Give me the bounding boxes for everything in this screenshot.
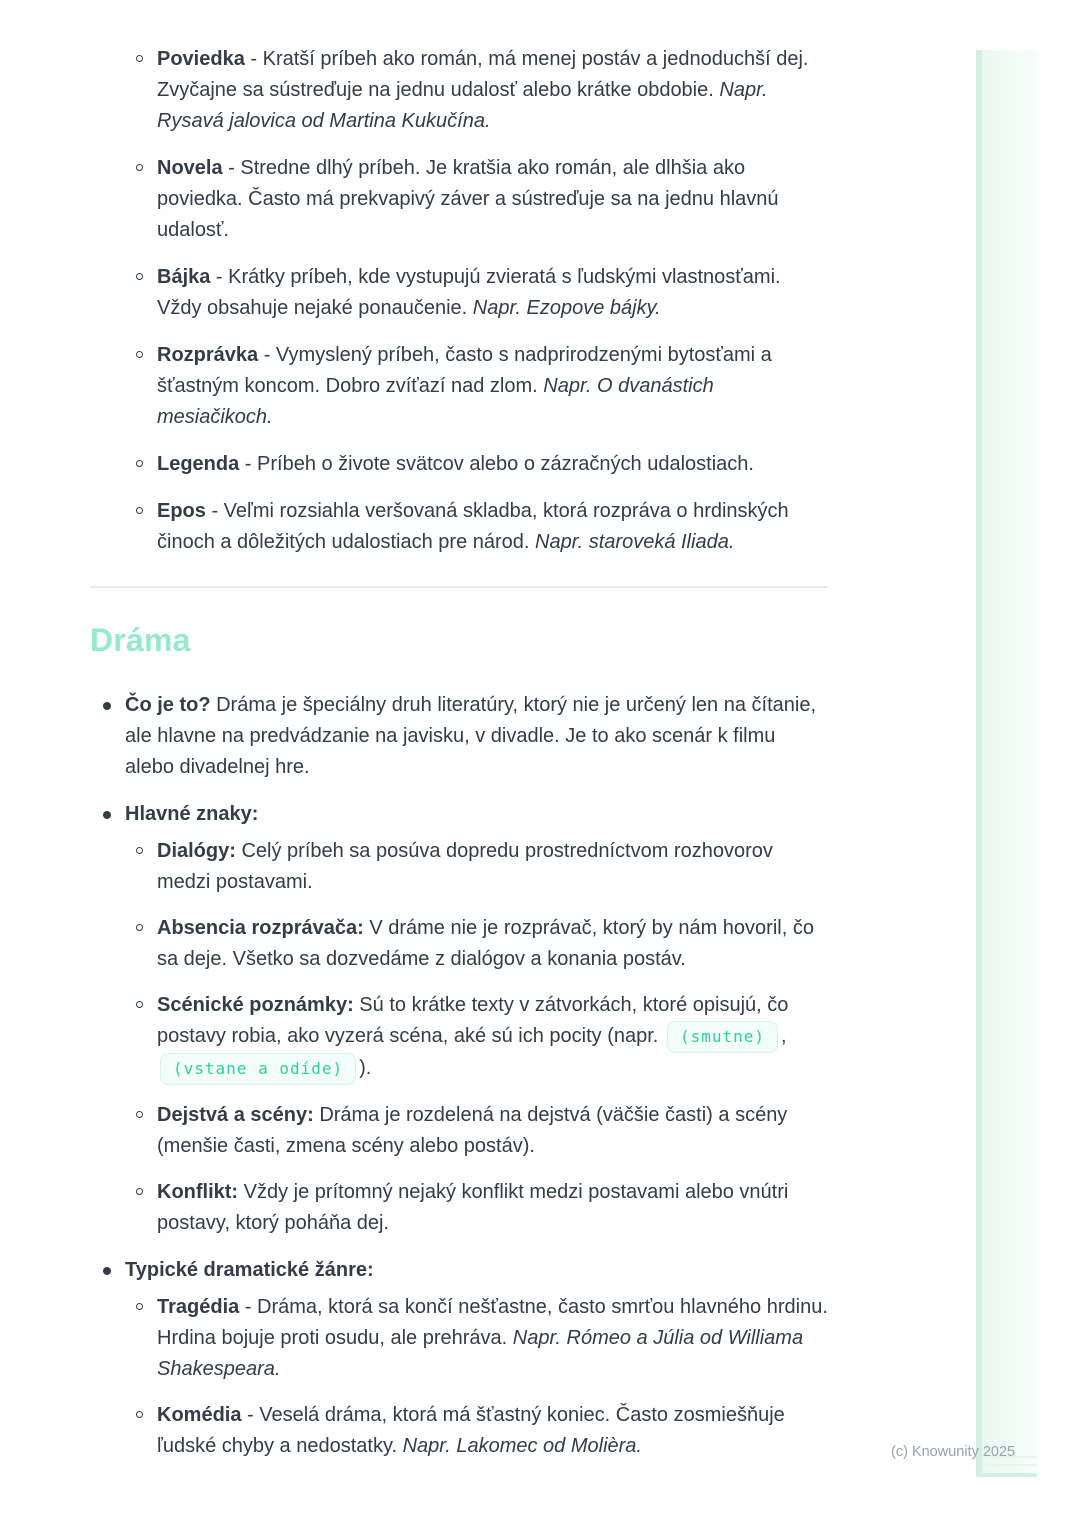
body-text: V dráme nie je rozprávač, ktorý by nám hovoril, čo sa deje. Všetko sa dozvedáme z dialógov a konania postáv. — [157, 917, 814, 970]
list-item-text — [157, 840, 773, 893]
list-item — [90, 44, 828, 137]
example-italic: Napr. Rysavá jalovica od Martina Kukučína. — [157, 79, 768, 132]
list-item-text — [157, 500, 789, 553]
term-bold: Hlavné znaky: — [125, 803, 259, 825]
term-bold: Typické dramatické žánre: — [125, 1259, 374, 1281]
bullet-circle-icon — [136, 351, 143, 358]
list-item-text — [157, 917, 814, 970]
stage-direction-badge: (vstane a odíde) — [160, 1053, 356, 1085]
body-text: - Veľmi rozsiahla veršovaná skladba, ktorá rozpráva o hrdinských činoch a dôležitých udalostiach pre národ. — [157, 500, 789, 553]
document-page — [90, 0, 828, 1478]
list-item — [125, 1400, 828, 1462]
body-text: Celý príbeh sa posúva dopredu prostredníctvom rozhovorov medzi postavami. — [157, 840, 773, 893]
body-text: Vždy je prítomný nejaký konflikt medzi postavami alebo vnútri postavy, ktorý poháňa dej. — [157, 1181, 789, 1234]
body-text: - Príbeh o živote svätcov alebo o zázračných udalostiach. — [239, 453, 754, 475]
bullet-disc-icon — [103, 702, 111, 710]
sub-list — [125, 836, 828, 1239]
body-text: Sú to krátke texty v zátvorkách, ktoré opisujú, čo postavy robia, ako vyzerá scéna, aké sú ich pocity (napr. — [157, 994, 789, 1047]
body-text: - Stredne dlhý príbeh. Je kratšia ako román, ale dlhšia ako poviedka. Často má prekvapivý záver a sústreďuje sa na jednu hlavnú udalosť. — [157, 157, 779, 241]
strip-faint-line — [982, 1464, 1037, 1466]
body-text: ). — [359, 1057, 372, 1079]
page-edge-strip — [976, 50, 1037, 1477]
section-divider — [90, 586, 828, 588]
term-bold: Bájka — [157, 266, 211, 288]
body-text: - Veselá dráma, ktorá má šťastný koniec. Často zosmiešňuje ľudské chyby a nedostatky. — [157, 1404, 785, 1457]
term-bold: Scénické poznámky: — [157, 994, 354, 1016]
list-item-text — [125, 803, 258, 825]
list-item-text — [157, 453, 754, 475]
term-bold: Čo je to? — [125, 694, 211, 716]
body-text: Dráma je špeciálny druh literatúry, ktorý nie je určený len na čítanie, ale hlavne na predvádzanie na javisku, v divadle. Je to ako scenár k filmu alebo divadelnej hre. — [125, 694, 817, 778]
body-text: Dráma je rozdelená na dejstvá (väčšie časti) a scény (menšie časti, zmena scény alebo postáv). — [157, 1104, 788, 1157]
body-text: - Kratší príbeh ako román, má menej postáv a jednoduchší dej. Zvyčajne sa sústreďuje na jednu udalosť alebo krátke obdobie. — [157, 48, 809, 101]
list-item-text — [157, 1404, 785, 1457]
list-item — [125, 836, 828, 898]
bullet-circle-icon — [136, 1111, 143, 1118]
list-item-text — [125, 1259, 374, 1281]
list-item-text — [157, 344, 772, 428]
example-italic: Napr. Lakomec od Molièra. — [402, 1435, 642, 1457]
body-text: - Dráma, ktorá sa končí nešťastne, často smrťou hlavného hrdinu. Hrdina bojuje proti osudu, ale prehráva. — [157, 1296, 828, 1349]
bullet-circle-icon — [136, 507, 143, 514]
bullet-circle-icon — [136, 847, 143, 854]
stage-direction-badge: (smutne) — [667, 1021, 778, 1053]
term-bold: Konflikt: — [157, 1181, 239, 1203]
list-item — [90, 690, 828, 783]
list-item — [90, 153, 828, 246]
list-item-text — [157, 266, 781, 319]
body-text: , — [781, 1025, 787, 1047]
term-bold: Dialógy: — [157, 840, 236, 862]
list-item — [125, 1292, 828, 1385]
body-text: - Vymyslený príbeh, často s nadprirodzenými bytosťami a šťastným koncom. Dobro zvíťazí nad zlom. — [157, 344, 772, 397]
example-italic: Napr. O dvanástich mesiačikoch. — [157, 375, 714, 428]
bullet-disc-icon — [103, 1267, 111, 1275]
bullet-circle-icon — [136, 1411, 143, 1418]
list-item — [90, 799, 828, 1239]
bullet-circle-icon — [136, 924, 143, 931]
term-bold: Legenda — [157, 453, 240, 475]
bullet-circle-icon — [136, 55, 143, 62]
list-item-text — [157, 1296, 828, 1380]
genres-list — [90, 44, 828, 558]
list-item — [125, 1100, 828, 1162]
list-item — [125, 1177, 828, 1239]
bullet-circle-icon — [136, 1303, 143, 1310]
bullet-circle-icon — [136, 1188, 143, 1195]
bullet-circle-icon — [136, 273, 143, 280]
list-item-text — [157, 1104, 787, 1157]
list-item — [90, 449, 828, 480]
term-bold: Rozprávka — [157, 344, 259, 366]
term-bold: Komédia — [157, 1404, 242, 1426]
list-item — [90, 340, 828, 433]
example-italic: Napr. Ezopove bájky. — [472, 297, 661, 319]
term-bold: Absencia rozprávača: — [157, 917, 364, 939]
term-bold: Dejstvá a scény: — [157, 1104, 314, 1126]
term-bold: Poviedka — [157, 48, 245, 70]
term-bold: Epos — [157, 500, 206, 522]
list-item — [90, 496, 828, 558]
term-bold: Novela — [157, 157, 223, 179]
list-item-text — [157, 157, 779, 241]
bullet-circle-icon — [136, 1001, 143, 1008]
list-item-text — [157, 48, 808, 132]
body-text: - Krátky príbeh, kde vystupujú zvieratá s ľudskými vlastnosťami. Vždy obsahuje nejaké ponaučenie. — [157, 266, 781, 319]
drama-list — [90, 690, 828, 1462]
list-item — [90, 1255, 828, 1462]
term-bold: Tragédia — [157, 1296, 240, 1318]
list-item — [125, 913, 828, 975]
list-item — [90, 262, 828, 324]
example-italic: Napr. staroveká Iliada. — [535, 531, 735, 553]
section-title-drama: Dráma — [90, 622, 191, 658]
copyright-watermark: (c) Knowunity 2025 — [891, 1444, 1016, 1460]
example-italic: Napr. Rómeo a Júlia od Williama Shakespeara. — [157, 1327, 804, 1380]
bullet-disc-icon — [103, 811, 111, 819]
list-item-text — [125, 694, 816, 778]
bullet-circle-icon — [136, 460, 143, 467]
bullet-circle-icon — [136, 164, 143, 171]
sub-list — [125, 1292, 828, 1462]
list-item — [125, 990, 828, 1085]
list-item-text — [157, 994, 788, 1079]
list-item-text — [157, 1181, 788, 1234]
